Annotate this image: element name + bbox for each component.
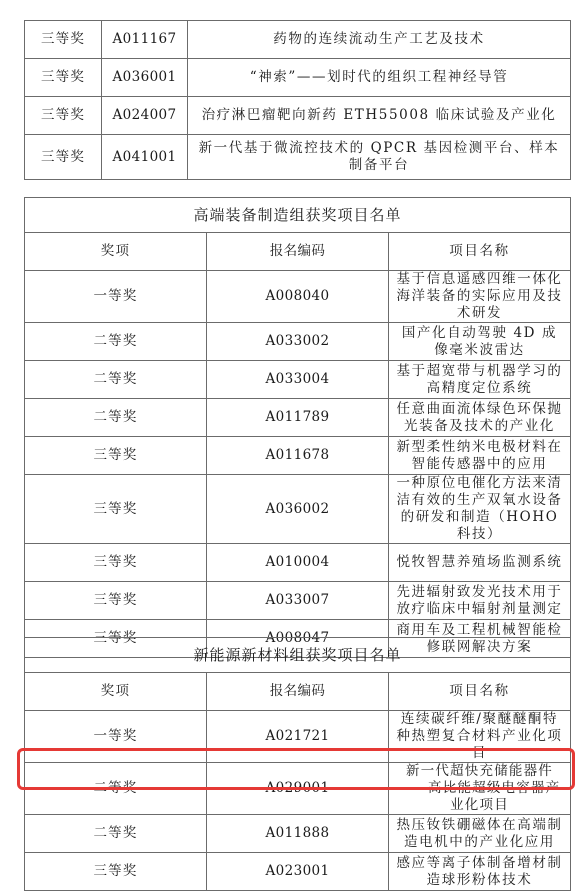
section-title-row: [25, 638, 571, 673]
table-row: [25, 21, 571, 59]
award-cell: 二等奖: [25, 361, 207, 399]
header-code: 报名编码: [207, 673, 389, 711]
project-name-cell: 药物的连续流动生产工艺及技术: [188, 21, 571, 59]
award-cell: 三等奖: [25, 59, 102, 97]
section-title: 新能源新材料组获奖项目名单: [25, 638, 571, 673]
header-code: 报名编码: [207, 233, 389, 271]
award-cell: 三等奖: [25, 437, 207, 475]
project-name-cell: 先进辐射致发光技术用于放疗临床中辐射剂量测定: [389, 582, 571, 620]
award-cell: 一等奖: [25, 271, 207, 323]
award-cell: 三等奖: [25, 853, 207, 891]
code-cell: A036002: [207, 475, 389, 544]
project-name-cell: 热压钕铁硼磁体在高端制造电机中的产业化应用: [389, 815, 571, 853]
code-cell: A008040: [207, 271, 389, 323]
header-name: 项目名称: [389, 673, 571, 711]
table-row: [25, 437, 571, 475]
table-row-highlighted: [25, 763, 571, 815]
project-name-cell: 治疗淋巴瘤靶向新药 ETH55008 临床试验及产业化: [188, 97, 571, 135]
code-cell: A033007: [207, 582, 389, 620]
project-name-cell: 基于信息遥感四维一体化海洋装备的实际应用及技术研发: [389, 271, 571, 323]
header-award: 奖项: [25, 673, 207, 711]
table-row: [25, 271, 571, 323]
code-cell: A008047: [207, 620, 389, 658]
award-cell: 一等奖: [25, 711, 207, 763]
award-cell: 三等奖: [25, 544, 207, 582]
table-section-1: [24, 20, 571, 180]
table-row: [25, 361, 571, 399]
award-cell: 三等奖: [25, 97, 102, 135]
code-cell: A021721: [207, 711, 389, 763]
section-title: 高端装备制造组获奖项目名单: [25, 198, 571, 233]
code-cell: A023001: [207, 853, 389, 891]
header-name: 项目名称: [389, 233, 571, 271]
table-row: [25, 815, 571, 853]
award-cell: 三等奖: [25, 475, 207, 544]
project-name-cell: 连续碳纤维/聚醚醚酮特种热塑复合材料产业化项目: [389, 711, 571, 763]
table-row: [25, 323, 571, 361]
header-row: [25, 673, 571, 711]
table-row: [25, 475, 571, 544]
table-row: [25, 853, 571, 891]
table-row: [25, 97, 571, 135]
award-cell: 三等奖: [25, 21, 102, 59]
project-name-cell: 新一代基于微流控技术的 QPCR 基因检测平台、样本制备平台: [188, 135, 571, 180]
award-cell: 二等奖: [25, 399, 207, 437]
code-cell: A010004: [207, 544, 389, 582]
project-name-cell: 基于超宽带与机器学习的高精度定位系统: [389, 361, 571, 399]
table-row: [25, 544, 571, 582]
table-row: [25, 59, 571, 97]
project-name-cell: “神索”——划时代的组织工程神经导管: [188, 59, 571, 97]
header-row: [25, 233, 571, 271]
award-cell: 二等奖: [25, 323, 207, 361]
code-cell: A011888: [207, 815, 389, 853]
section-title-row: [25, 198, 571, 233]
project-name-cell: 悦牧智慧养殖场监测系统: [389, 544, 571, 582]
award-cell: 三等奖: [25, 582, 207, 620]
header-award: 奖项: [25, 233, 207, 271]
project-name-cell: 国产化自动驾驶 4D 成像毫米波雷达: [389, 323, 571, 361]
code-cell: A029001: [207, 763, 389, 815]
award-cell: 二等奖: [25, 815, 207, 853]
table-section-2: [24, 197, 571, 658]
code-cell: A041001: [102, 135, 188, 180]
project-name-cell: 商用车及工程机械智能检修联网解决方案: [389, 620, 571, 658]
project-name-cell: 新一代超快充储能器件——高比能超级电容器产业化项目: [389, 763, 571, 815]
code-cell: A024007: [102, 97, 188, 135]
project-name-cell: 一种原位电催化方法来清洁有效的生产双氧水设备的研发和制造（HOHO 科技）: [389, 475, 571, 544]
table-row: [25, 399, 571, 437]
project-name-cell: 新型柔性纳米电极材料在智能传感器中的应用: [389, 437, 571, 475]
table-row: [25, 711, 571, 763]
code-cell: A033004: [207, 361, 389, 399]
code-cell: A011678: [207, 437, 389, 475]
code-cell: A011789: [207, 399, 389, 437]
project-name-cell: 感应等离子体制备增材制造球形粉体技术: [389, 853, 571, 891]
code-cell: A011167: [102, 21, 188, 59]
award-cell: 三等奖: [25, 135, 102, 180]
table-row: [25, 582, 571, 620]
award-cell: 三等奖: [25, 620, 207, 658]
code-cell: A033002: [207, 323, 389, 361]
project-name-cell: 任意曲面流体绿色环保抛光装备及技术的产业化: [389, 399, 571, 437]
table-section-3: [24, 637, 571, 891]
code-cell: A036001: [102, 59, 188, 97]
table-row: [25, 135, 571, 180]
award-cell: 二等奖: [25, 763, 207, 815]
